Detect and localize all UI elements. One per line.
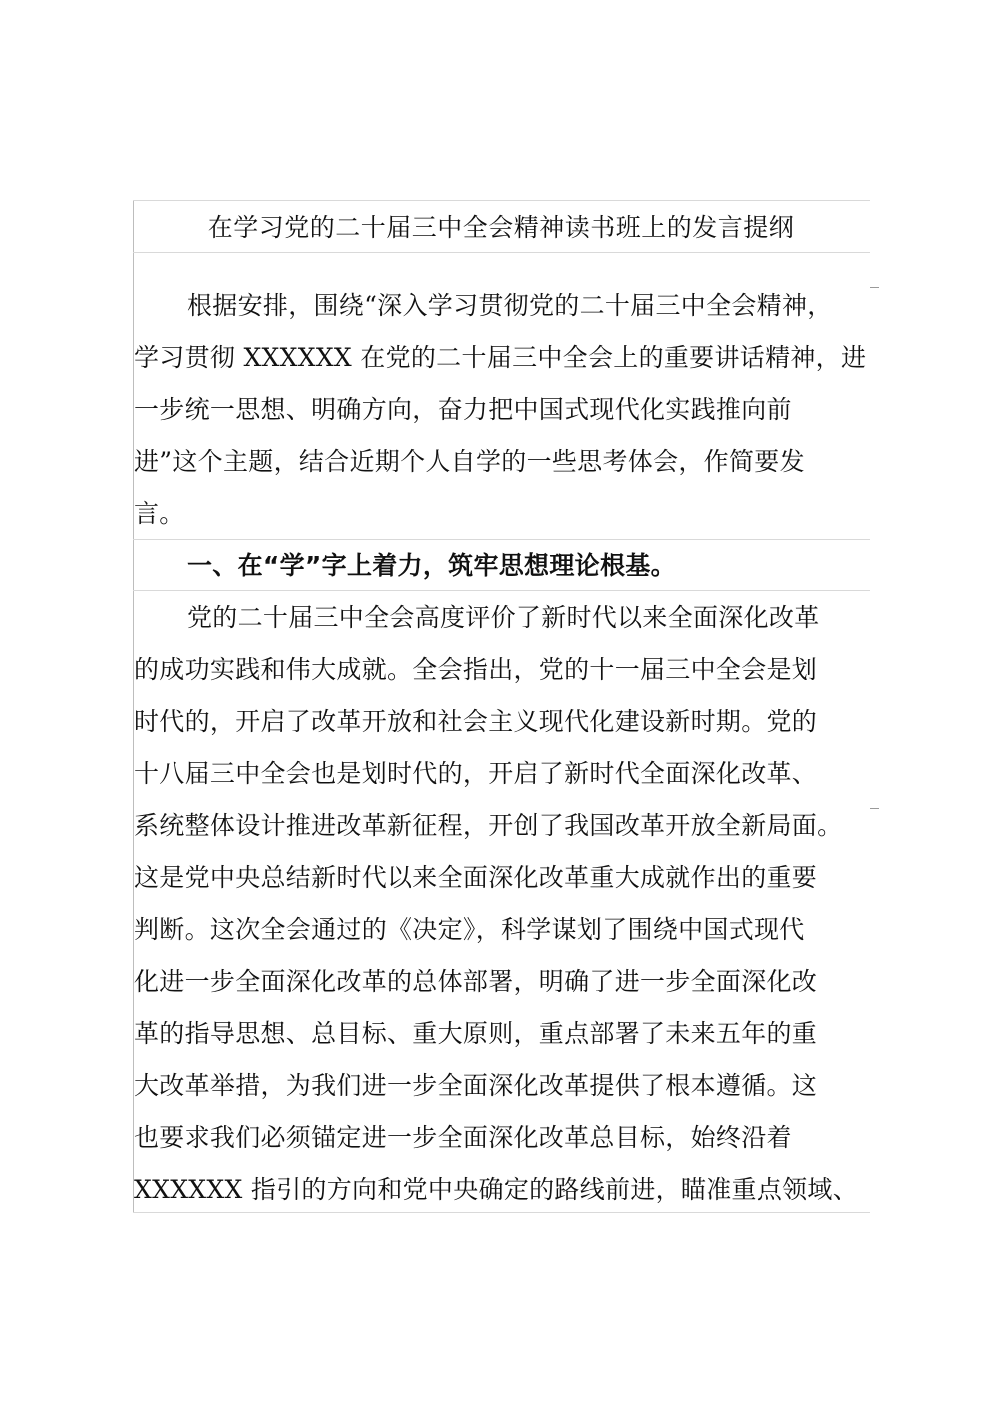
- paragraph-line: 党的二十届三中全会高度评价了新时代以来全面深化改革: [187, 603, 820, 632]
- frame-top-border: [133, 200, 870, 201]
- paragraph-line: 判断。这次全会通过的《决定》，科学谋划了围绕中国式现代: [134, 915, 805, 944]
- heading-divider-top: [133, 539, 870, 540]
- paragraph-line: 学习贯彻 XXXXXX 在党的二十届三中全会上的重要讲话精神，进: [134, 343, 867, 372]
- paragraph-line: XXXXXX 指引的方向和党中央确定的路线前进，瞄准重点领域、: [134, 1175, 859, 1204]
- paragraph-line: 一步统一思想、明确方向，奋力把中国式现代化实践推向前: [134, 395, 792, 424]
- section-heading: 一、在“学”字上着力，筑牢思想理论根基。: [187, 551, 676, 580]
- paragraph-line: 大改革举措，为我们进一步全面深化改革提供了根本遵循。这: [134, 1071, 818, 1100]
- paragraph-line: 根据安排，围绕“深入学习贯彻党的二十届三中全会精神，: [187, 291, 833, 320]
- paragraph-line: 系统整体设计推进改革新征程，开创了我国改革开放全新局面。: [134, 811, 843, 840]
- paragraph-line: 进”这个主题，结合近期个人自学的一些思考体会，作简要发: [134, 447, 805, 476]
- title-divider: [133, 252, 870, 253]
- paragraph-line: 也要求我们必须锚定进一步全面深化改革总目标，始终沿着: [134, 1123, 792, 1152]
- paragraph-line: 言。: [134, 499, 185, 528]
- paragraph-line: 化进一步全面深化改革的总体部署，明确了进一步全面深化改: [134, 967, 818, 996]
- paragraph-line: 这是党中央总结新时代以来全面深化改革重大成就作出的重要: [134, 863, 818, 892]
- margin-mark: [870, 808, 879, 809]
- document-title: 在学习党的二十届三中全会精神读书班上的发言提纲: [207, 213, 795, 242]
- frame-bottom-border: [133, 1212, 870, 1213]
- margin-mark: [870, 287, 879, 288]
- paragraph-line: 时代的，开启了改革开放和社会主义现代化建设新时期。党的: [134, 707, 818, 736]
- heading-divider-bottom: [133, 590, 870, 591]
- paragraph-line: 革的指导思想、总目标、重大原则，重点部署了未来五年的重: [134, 1019, 818, 1048]
- paragraph-line: 的成功实践和伟大成就。全会指出，党的十一届三中全会是划: [134, 655, 818, 684]
- paragraph-line: 十八届三中全会也是划时代的，开启了新时代全面深化改革、: [134, 759, 818, 788]
